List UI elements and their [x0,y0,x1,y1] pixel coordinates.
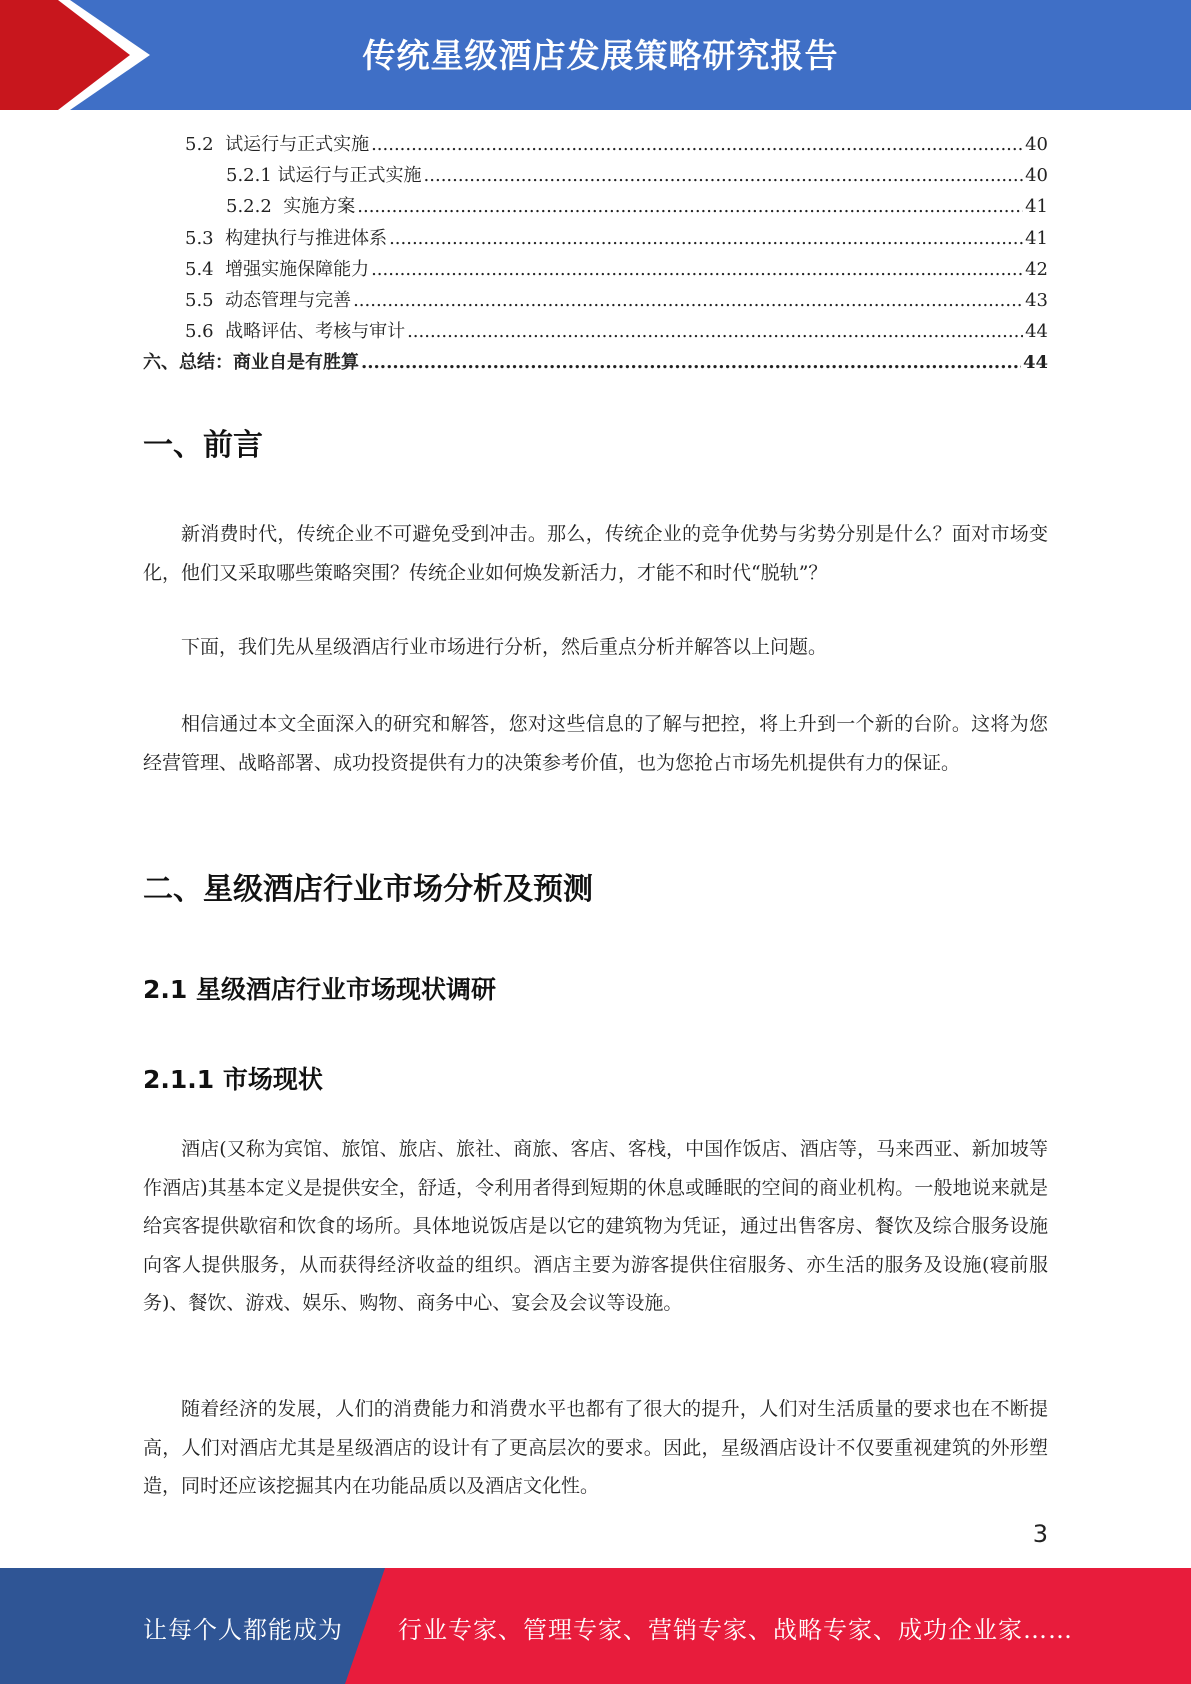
toc-entry[interactable] [143,130,1048,161]
toc-leader-dots [371,134,1023,155]
paragraph: 新消费时代，传统企业不可避免受到冲击。那么，传统企业的竞争优势与劣势分别是什么？面对市场变化，他们又采取哪些策略突围？传统企业如何焕发新活力，才能不和时代“脱轨”？ [143,523,1048,584]
page-header [0,0,1191,110]
page-footer [0,1568,1191,1684]
paragraph: 随着经济的发展，人们的消费能力和消费水平也都有了很大的提升，人们对生活质量的要求也在不断提高，人们对酒店尤其是星级酒店的设计有了更高层次的要求。因此，星级酒店设计不仅要重视建筑的外形塑造，同时还应该挖掘其内在功能品质以及酒店文化性。 [143,1398,1048,1497]
subsubsection-heading: 2.1.1 市场现状 [143,1065,323,1094]
toc-page: 40 [1025,134,1048,155]
toc-leader-dots [357,196,1023,217]
toc-text: 构建执行与推进体系 [225,227,388,249]
toc-page: 43 [1025,289,1048,311]
toc-entry[interactable] [143,161,1048,192]
toc-text: 动态管理与完善 [225,289,352,311]
toc-text: 试运行与正式实施 [277,165,422,187]
section-heading-market-analysis: 二、星级酒店行业市场分析及预测 [143,872,593,907]
toc-entry[interactable] [143,224,1048,255]
toc-text: 总结：商业自是有胜算 [179,352,359,374]
paragraph: 相信通过本文全面深入的研究和解答，您对这些信息的了解与把控，将上升到一个新的台阶。这将为您经营管理、战略部署、成功投资提供有力的决策参考价值，也为您抢占市场先机提供有力的保证。 [143,713,1048,774]
toc-page: 41 [1025,196,1048,218]
toc-leader-dots [361,352,1021,373]
toc-number: 5.2.2 [226,196,284,218]
toc-number: 5.6 [185,321,226,343]
toc-text: 增强实施保障能力 [225,258,370,280]
subsection-heading: 2.1 星级酒店行业市场现状调研 [143,975,496,1004]
toc-entry[interactable] [143,348,1048,379]
toc-entry[interactable] [143,317,1048,348]
toc-number: 5.5 [185,289,226,311]
toc-text: 试运行与正式实施 [225,134,370,155]
toc-leader-dots [424,165,1024,186]
toc-number: 5.4 [185,258,226,280]
table-of-contents [143,130,1048,380]
toc-page: 44 [1025,321,1048,343]
toc-entry[interactable] [143,192,1048,223]
paragraph: 下面，我们先从星级酒店行业市场进行分析，然后重点分析并解答以上问题。 [181,636,828,658]
toc-page: 41 [1025,227,1048,249]
toc-number: 5.2 [185,134,226,155]
page-number: 3 [1032,1520,1048,1548]
report-title: 传统星级酒店发展策略研究报告 [362,36,839,75]
toc-text: 实施方案 [283,196,356,218]
section-heading-preface: 一、前言 [143,428,263,463]
toc-page: 42 [1025,258,1048,280]
toc-number: 六、 [143,352,179,374]
footer-slogan-left: 让每个人都能成为 [143,1616,343,1644]
toc-entry[interactable] [143,255,1048,286]
toc-leader-dots [371,259,1023,280]
toc-number: 5.2.1 [226,165,278,187]
toc-page: 40 [1025,165,1048,187]
toc-entry[interactable] [143,286,1048,317]
toc-leader-dots [389,228,1023,249]
toc-leader-dots [407,321,1023,342]
toc-page: 44 [1022,352,1048,374]
toc-text: 战略评估、考核与审计 [225,321,406,343]
toc-number: 5.3 [185,227,226,249]
toc-leader-dots [353,290,1023,311]
footer-slogan-right: 行业专家、管理专家、营销专家、战略专家、成功企业家…… [398,1616,1073,1644]
paragraph: 酒店(又称为宾馆、旅馆、旅店、旅社、商旅、客店、客栈，中国作饭店、酒店等，马来西亚、新加坡等作酒店)其基本定义是提供安全，舒适，令利用者得到短期的休息或睡眠的空间的商业机构。一般地说来就是给宾客提供歇宿和饮食的场所。具体地说饭店是以它的建筑物为凭证，通过出售客房、餐饮及综合服务设施向客人提供服务，从而获得经济收益的组织。酒店主要为游客提供住宿服务、亦生活的服务及设施(寝前服务)、餐饮、游戏、娱乐、购物、商务中心、宴会及会议等设施。 [143,1138,1048,1314]
